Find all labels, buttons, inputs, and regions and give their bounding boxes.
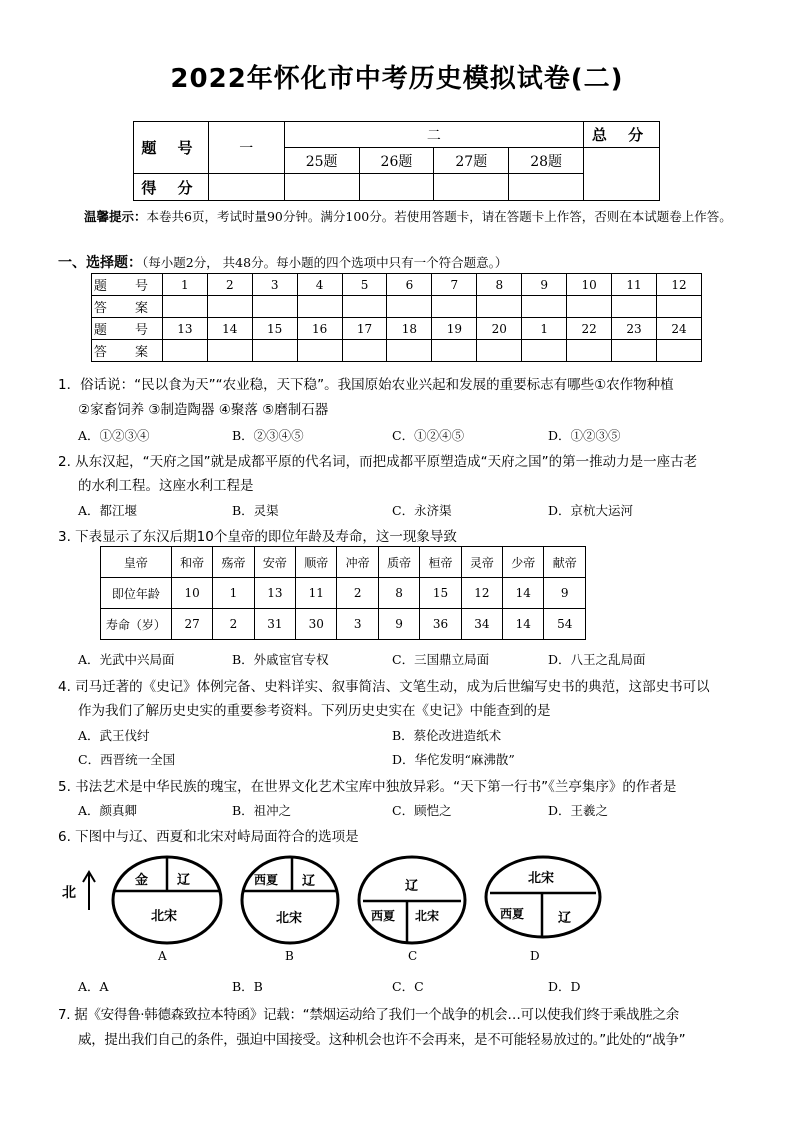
map-d[interactable]: [484, 855, 602, 945]
question-number: 23: [612, 318, 657, 340]
emperor-name: 冲帝: [337, 547, 378, 578]
answer-cell[interactable]: [522, 340, 567, 362]
lifespan: 36: [420, 609, 461, 640]
score-cell[interactable]: [359, 174, 434, 201]
q3-stem: 3. 下表显示了东汉后期10个皇帝的即位年龄及寿命，这一现象导致: [58, 529, 457, 545]
q5-stem: 5. 书法艺术是中华民族的瑰宝，在世界文化艺术宝库中独放异彩。“天下第一行书”《兰亭集序》的作者是: [58, 779, 677, 795]
question-number: 24: [657, 318, 702, 340]
answer-cell[interactable]: [432, 340, 477, 362]
q4-option-d[interactable]: D．华佗发明“麻沸散”: [392, 752, 515, 767]
q7-stem: 7. 据《安得鲁·韩德森致拉本特函》记载：“禁烟运动给了我们一个战争的机会…可以使我们终于乘战胜之余: [58, 1007, 679, 1023]
lifespan: 31: [254, 609, 295, 640]
map-b[interactable]: [240, 855, 340, 945]
lifespan: 14: [503, 609, 544, 640]
q4-stem-2: 作为我们了解历史史实的重要参考资料。下列历史史实在《史记》中能查到的是: [78, 703, 551, 719]
map-b-top-right: 辽: [302, 874, 316, 889]
answer-cell[interactable]: [387, 296, 432, 318]
score-total-label: 总 分: [584, 122, 660, 148]
map-b-outline: [240, 855, 340, 945]
answer-cell[interactable]: [297, 340, 342, 362]
score-part-1: 一: [208, 122, 284, 174]
answer-cell[interactable]: [162, 340, 207, 362]
question-number: 6: [387, 274, 432, 296]
question-number: 17: [342, 318, 387, 340]
question-number: 14: [207, 318, 252, 340]
score-sub: 27题: [434, 148, 509, 174]
answer-cell[interactable]: [567, 340, 612, 362]
map-a-bottom: 北宋: [151, 909, 178, 924]
q1-option-c[interactable]: C．①②④⑤: [392, 428, 465, 443]
q2-option-b[interactable]: B．灵渠: [232, 503, 279, 518]
question-number: 19: [432, 318, 477, 340]
q2-stem-2: 的水利工程。这座水利工程是: [78, 478, 254, 494]
answer-cell[interactable]: [162, 296, 207, 318]
score-row-label: 得 分: [134, 174, 209, 201]
score-header-label: 题 号: [134, 122, 209, 174]
question-number: 20: [477, 318, 522, 340]
lifespan: 3: [337, 609, 378, 640]
score-cell[interactable]: [434, 174, 509, 201]
emperor-name: 桓帝: [420, 547, 461, 578]
answer-cell[interactable]: [432, 296, 477, 318]
answer-grid-label: 答 案: [92, 296, 163, 318]
answer-grid-label: 题 号: [92, 274, 163, 296]
question-number: 9: [522, 274, 567, 296]
section-note: （每小题2分， 共48分。每小题的四个选项中只有一个符合题意。）: [142, 255, 508, 270]
section-heading: [58, 252, 507, 272]
map-c-top: 辽: [405, 879, 419, 894]
emperor-name: 灵帝: [461, 547, 502, 578]
q6-option-b[interactable]: B．B: [232, 979, 263, 994]
answer-cell[interactable]: [252, 340, 297, 362]
accession-age: 1: [213, 578, 254, 609]
arrow-icon: [62, 868, 98, 918]
q2-stem: 2. 从东汉起，“天府之国”就是成都平原的代名词，而把成都平原塑造成“天府之国”的第一推动力是一座古老: [58, 454, 698, 470]
question-number: 1: [162, 274, 207, 296]
emperor-name: 和帝: [171, 547, 212, 578]
accession-age: 14: [503, 578, 544, 609]
q1-stem-2: ②家畜饲养 ③制造陶器 ④聚落 ⑤磨制石器: [78, 402, 329, 418]
emperor-table-row-label: 即位年龄: [101, 578, 172, 609]
emperor-name: 殇帝: [213, 547, 254, 578]
score-cell[interactable]: [208, 174, 284, 201]
emperor-table: [100, 546, 586, 640]
question-number: 5: [342, 274, 387, 296]
emperor-table-row-label: 寿命（岁）: [101, 609, 172, 640]
accession-age: 13: [254, 578, 295, 609]
map-b-letter: B: [285, 949, 294, 963]
q4-option-b[interactable]: B．蔡伦改进造纸术: [392, 728, 502, 743]
answer-cell[interactable]: [342, 340, 387, 362]
answer-grid: [91, 273, 702, 362]
answer-cell[interactable]: [342, 296, 387, 318]
answer-cell[interactable]: [567, 296, 612, 318]
question-number: 1: [522, 318, 567, 340]
north-label: 北: [62, 885, 76, 901]
map-a-top-left: 金: [135, 873, 149, 888]
q6-option-a[interactable]: A．A: [78, 979, 109, 994]
map-c-bottom-right: 北宋: [415, 909, 440, 923]
emperor-name: 质帝: [378, 547, 419, 578]
accession-age: 12: [461, 578, 502, 609]
map-c-outline: [357, 855, 467, 945]
question-number: 11: [612, 274, 657, 296]
score-part-2: 二: [284, 122, 583, 148]
answer-cell[interactable]: [477, 340, 522, 362]
accession-age: 15: [420, 578, 461, 609]
map-b-bottom: 北宋: [276, 911, 303, 926]
answer-cell[interactable]: [387, 340, 432, 362]
emperor-name: 献帝: [544, 547, 586, 578]
emperor-table-header: 皇帝: [101, 547, 172, 578]
q1-option-b[interactable]: B．②③④⑤: [232, 428, 304, 443]
answer-grid-label: 答 案: [92, 340, 163, 362]
q1-option-a[interactable]: A．①②③④: [78, 428, 150, 443]
score-cell[interactable]: [509, 174, 584, 201]
answer-cell[interactable]: [612, 296, 657, 318]
score-sub: 28题: [509, 148, 584, 174]
q1-stem: 1．俗话说：“民以食为天”“农业稳，天下稳”。我国原始农业兴起和发展的重要标志有哪些①农作物种植: [58, 377, 674, 393]
question-number: 7: [432, 274, 477, 296]
tip-label: 温馨提示：: [84, 209, 147, 224]
lifespan: 9: [378, 609, 419, 640]
answer-cell[interactable]: [612, 340, 657, 362]
q1-option-d[interactable]: D．①②③⑤: [548, 428, 621, 443]
q3-option-a[interactable]: A．光武中兴局面: [78, 652, 175, 667]
question-number: 18: [387, 318, 432, 340]
map-a-letter: A: [158, 949, 167, 963]
question-number: 2: [207, 274, 252, 296]
accession-age: 9: [544, 578, 586, 609]
q2-option-a[interactable]: A．都江堰: [78, 503, 138, 518]
accession-age: 8: [378, 578, 419, 609]
map-c-bottom-left: 西夏: [371, 909, 396, 923]
map-d-top: 北宋: [528, 871, 555, 886]
lifespan: 2: [213, 609, 254, 640]
q6-option-d[interactable]: D．D: [548, 979, 581, 994]
q2-option-c[interactable]: C．永济渠: [392, 503, 452, 518]
q4-option-a[interactable]: A．武王伐纣: [78, 728, 150, 743]
accession-age: 2: [337, 578, 378, 609]
answer-cell[interactable]: [252, 296, 297, 318]
q5-option-b[interactable]: B．祖冲之: [232, 803, 292, 818]
score-cell[interactable]: [284, 174, 359, 201]
q3-option-d[interactable]: D．八王之乱局面: [548, 652, 646, 667]
q4-option-c[interactable]: C．西晋统一全国: [78, 752, 176, 767]
answer-cell[interactable]: [207, 340, 252, 362]
lifespan: 34: [461, 609, 502, 640]
lifespan: 27: [171, 609, 212, 640]
question-number: 16: [297, 318, 342, 340]
q3-option-c[interactable]: C．三国鼎立局面: [392, 652, 490, 667]
question-number: 15: [252, 318, 297, 340]
question-number: 4: [297, 274, 342, 296]
tip-paragraph: [58, 205, 748, 228]
question-number: 22: [567, 318, 612, 340]
map-a[interactable]: [111, 855, 223, 945]
answer-cell[interactable]: [657, 340, 702, 362]
lifespan: 30: [296, 609, 337, 640]
q5-option-d[interactable]: D．王羲之: [548, 803, 609, 818]
q4-stem: 4. 司马迁著的《史记》体例完备、史料详实、叙事简洁、文笔生动，成为后世编写史书的典范，这部史书可以: [58, 679, 710, 695]
exam-title: 2022年怀化市中考历史模拟试卷(二): [170, 64, 624, 94]
north-arrow: [62, 868, 98, 918]
score-total-cell[interactable]: [584, 148, 660, 201]
map-a-outline: [111, 855, 223, 945]
question-number: 12: [657, 274, 702, 296]
map-c[interactable]: [357, 855, 467, 945]
score-sub: 25题: [284, 148, 359, 174]
map-a-top-right: 辽: [177, 873, 191, 888]
emperor-name: 安帝: [254, 547, 295, 578]
emperor-name: 顺帝: [296, 547, 337, 578]
question-number: 13: [162, 318, 207, 340]
answer-cell[interactable]: [297, 296, 342, 318]
answer-cell[interactable]: [477, 296, 522, 318]
accession-age: 10: [171, 578, 212, 609]
accession-age: 11: [296, 578, 337, 609]
q7-stem-2: 威，提出我们自己的条件，强迫中国接受。这种机会也许不会再来，是不可能轻易放过的。”此处的“战争”: [78, 1032, 686, 1048]
map-b-top-left: 西夏: [254, 873, 279, 887]
tip-text: 本卷共6页，考试时量90分钟。满分100分。若使用答题卡，请在答题卡上作答，否则在本试题卷上作答。: [146, 209, 732, 224]
map-d-bottom-right: 辽: [558, 911, 572, 926]
q3-option-b[interactable]: B．外戚宦官专权: [232, 652, 329, 667]
lifespan: 54: [544, 609, 586, 640]
map-d-bottom-left: 西夏: [500, 907, 525, 921]
q5-option-c[interactable]: C．顾恺之: [392, 803, 452, 818]
q2-option-d[interactable]: D．京杭大运河: [548, 503, 634, 518]
answer-cell[interactable]: [657, 296, 702, 318]
map-d-letter: D: [530, 949, 540, 963]
question-number: 10: [567, 274, 612, 296]
section-title: 一、选择题：: [58, 255, 142, 271]
map-c-letter: C: [408, 949, 418, 963]
question-number: 3: [252, 274, 297, 296]
emperor-name: 少帝: [503, 547, 544, 578]
q6-option-c[interactable]: C．C: [392, 979, 424, 994]
answer-cell[interactable]: [207, 296, 252, 318]
score-sub: 26题: [359, 148, 434, 174]
q5-option-a[interactable]: A．颜真卿: [78, 803, 138, 818]
answer-grid-label: 题 号: [92, 318, 163, 340]
question-number: 8: [477, 274, 522, 296]
q6-stem: 6. 下图中与辽、西夏和北宋对峙局面符合的选项是: [58, 829, 359, 845]
answer-cell[interactable]: [522, 296, 567, 318]
score-table: [133, 121, 660, 201]
